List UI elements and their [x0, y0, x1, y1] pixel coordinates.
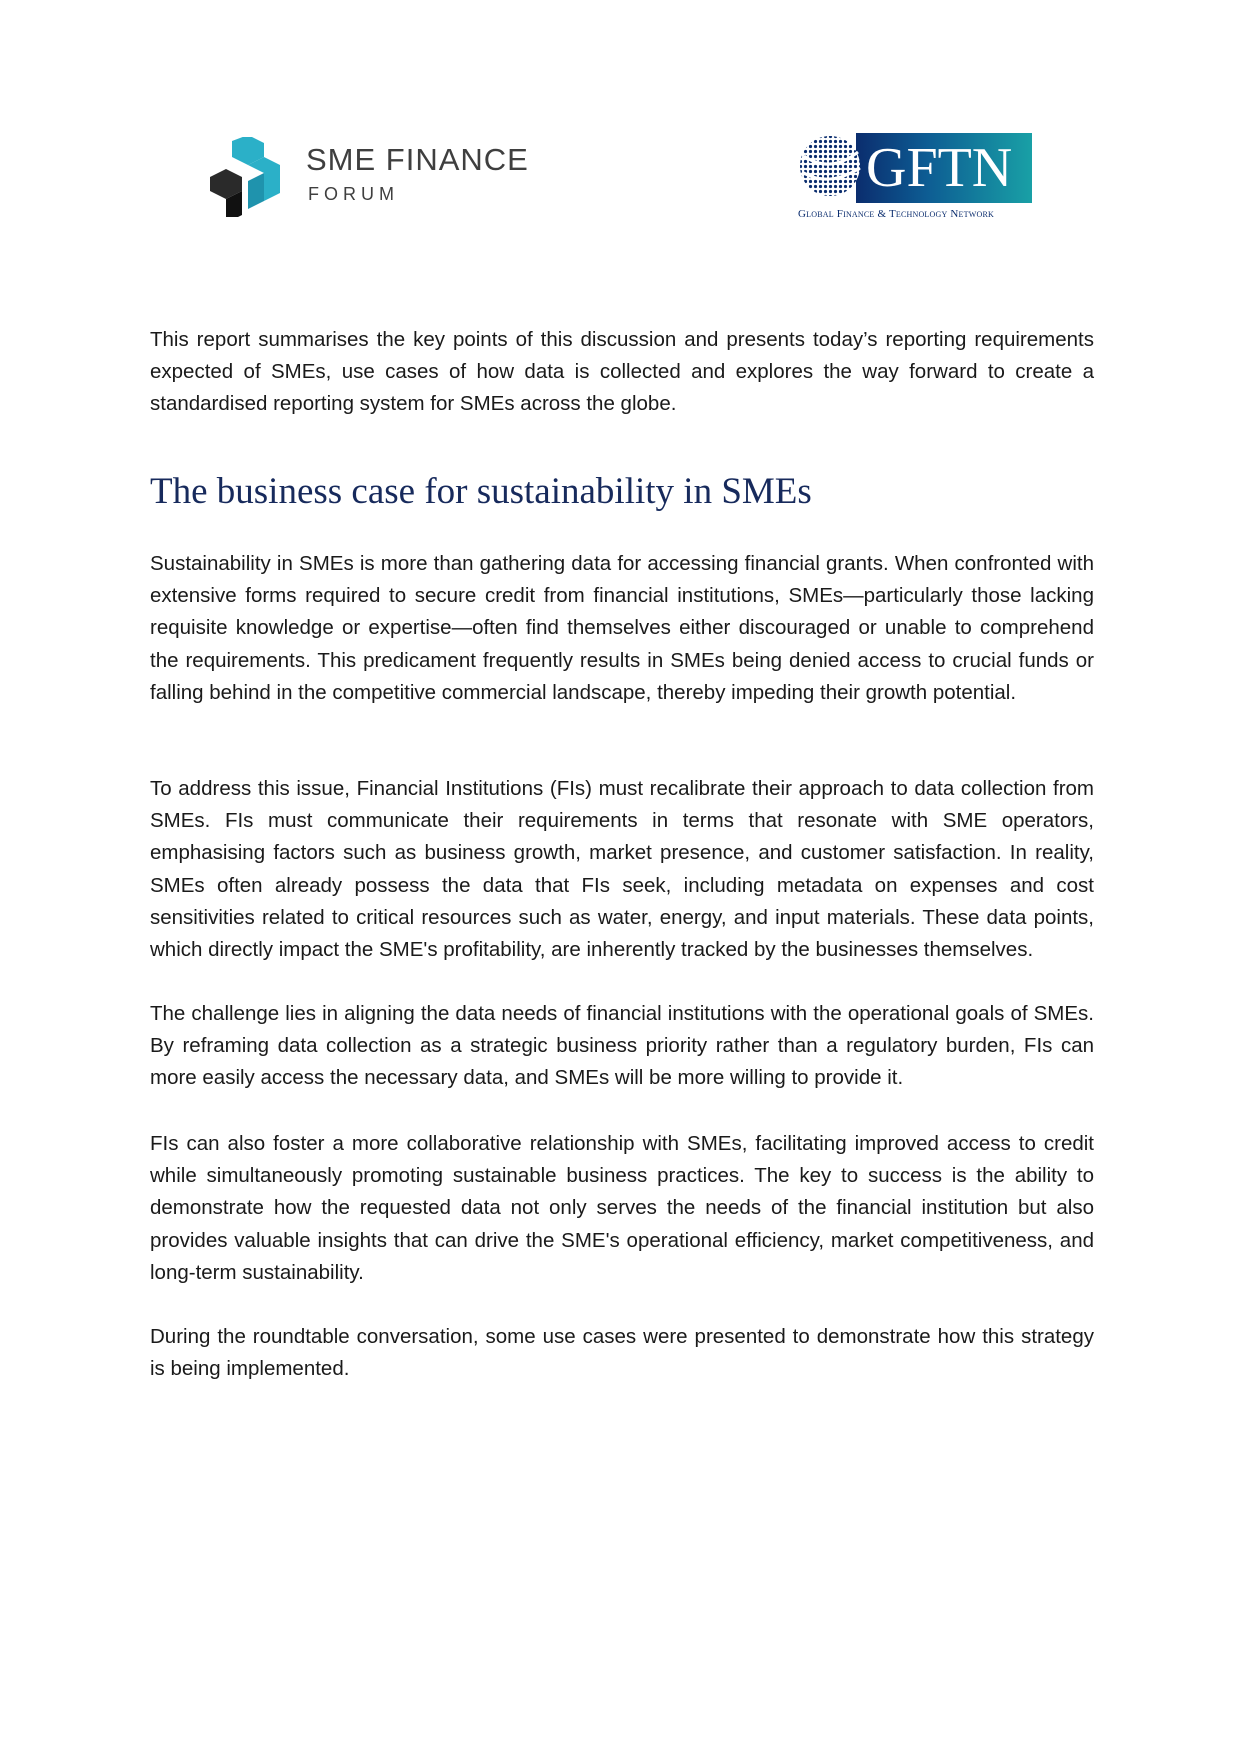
- body-paragraph-5: During the roundtable conversation, some use cases were presented to demonstrate how this strategy is being implemented.: [150, 1325, 1094, 1381]
- sme-finance-logo-sub: FORUM: [308, 184, 399, 204]
- globe-icon: [798, 134, 862, 198]
- gftn-logo-name: GFTN: [866, 137, 1013, 199]
- body-paragraph-3: The challenge lies in aligning the data needs of financial institutions with the operational goals of SMEs. By reframing data collection as a strategic business priority rather than a regulatory burden, FIs can more easily access the necessary data, and SMEs will be more willing to provide it.: [150, 1002, 1094, 1090]
- body-paragraph-1: Sustainability in SMEs is more than gathering data for accessing financial grants. When confronted with extensive forms required to secure credit from financial institutions, SMEs—particularly those lacking requisite knowledge or expertise—often find themselves either discouraged or unable to comprehend the requirements. This predicament frequently results in SMEs being denied access to crucial funds or falling behind in the competitive commercial landscape, thereby impeding their growth potential.: [150, 552, 1094, 704]
- body-paragraph-4: FIs can also foster a more collaborative relationship with SMEs, facilitating improved access to credit while simultaneously promoting sustainable business practices. The key to success is the ability to demonstrate how the requested data not only serves the needs of the financial institution but also provides valuable insights that can drive the SME's operational efficiency, market competitiveness, and long-term sustainability.: [150, 1132, 1094, 1284]
- intro-paragraph: This report summarises the key points of this discussion and presents today’s reporting requirements expected of SMEs, use cases of how data is collected and explores the way forward to create a standardised reporting system for SMEs across the globe.: [150, 328, 1094, 416]
- sme-finance-logo-name: SME FINANCE: [306, 142, 529, 177]
- gftn-logo: [798, 132, 1038, 222]
- gftn-logo-tagline: Global Finance & Technology Network: [798, 208, 994, 220]
- sme-finance-forum-logo-mark-icon: [210, 137, 290, 217]
- section-heading: The business case for sustainability in SMEs: [150, 471, 812, 512]
- sme-finance-forum-logo: [210, 132, 550, 222]
- body-paragraph-2: To address this issue, Financial Institutions (FIs) must recalibrate their approach to data collection from SMEs. FIs must communicate their requirements in terms that resonate with SME operators, emphasising factors such as business growth, market presence, and customer satisfaction. In reality, SMEs often already possess the data that FIs seek, including metadata on expenses and cost sensitivities related to critical resources such as water, energy, and input materials. These data points, which directly impact the SME's profitability, are inherently tracked by the businesses themselves.: [150, 777, 1094, 962]
- gftn-logo-box: [856, 133, 1032, 203]
